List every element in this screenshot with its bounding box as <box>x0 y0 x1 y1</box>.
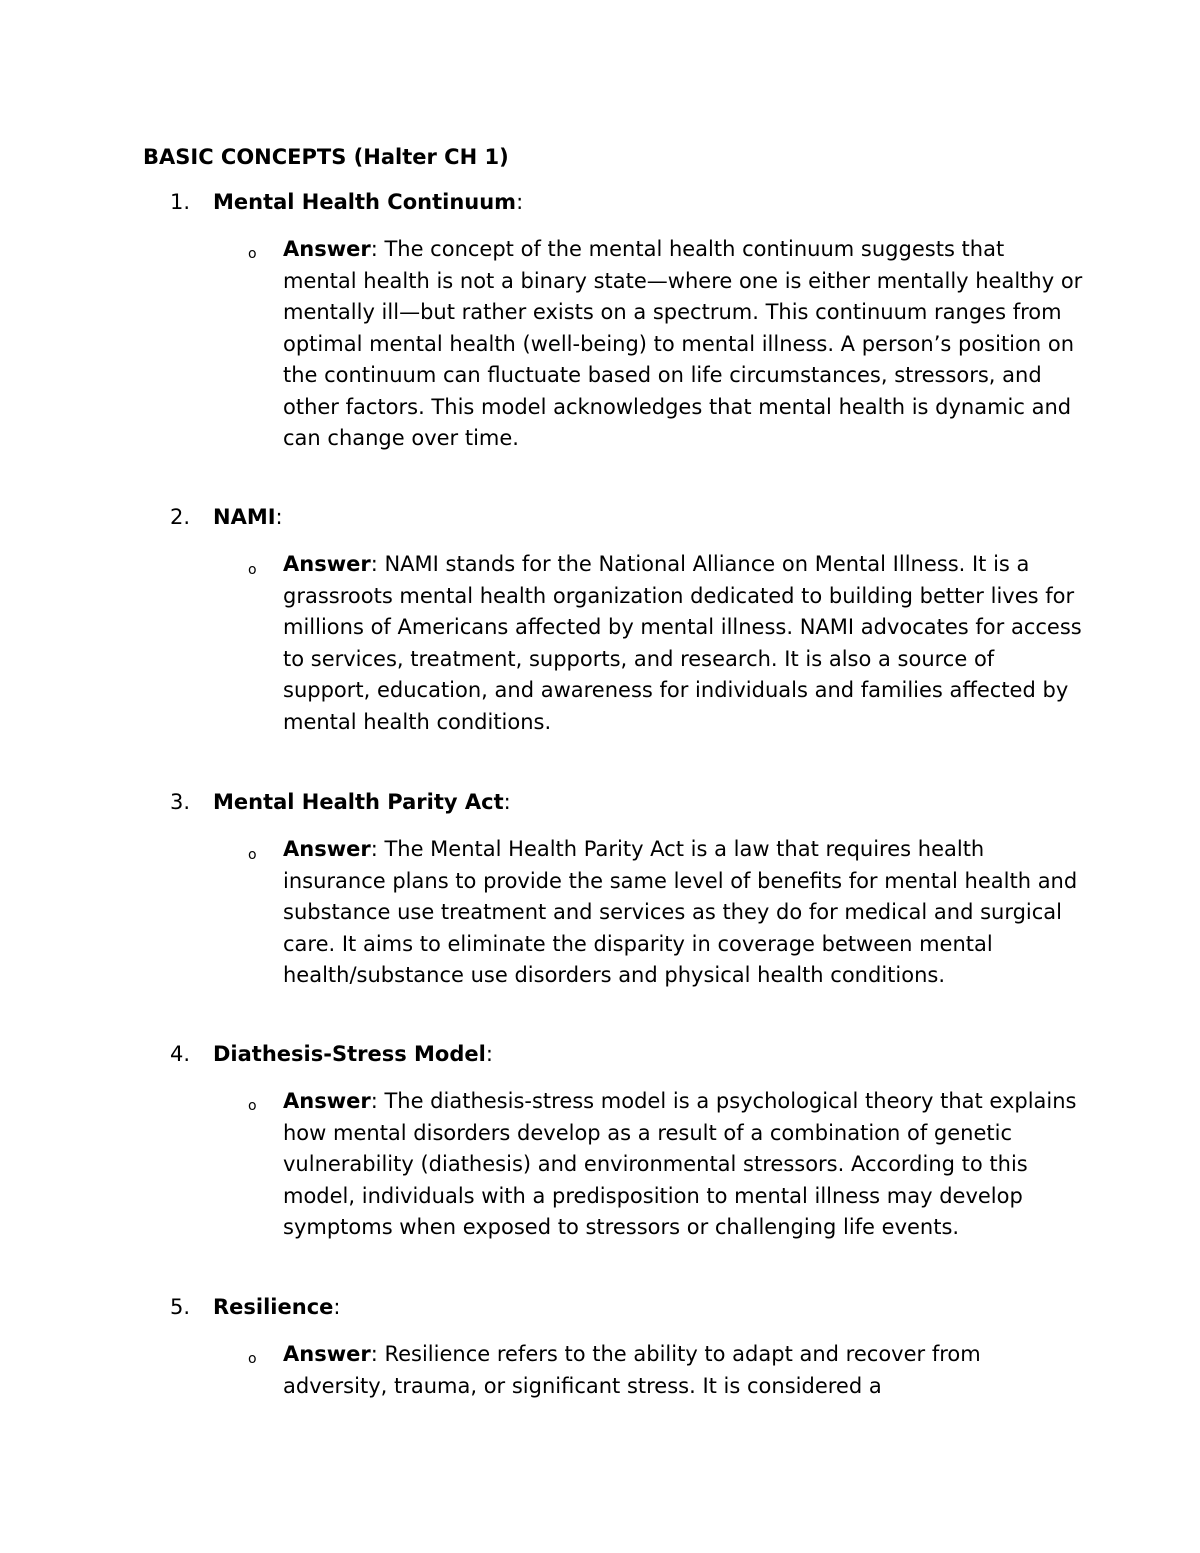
answer-text <box>283 1086 1083 1244</box>
page-title: BASIC CONCEPTS (Halter CH 1) <box>143 145 509 169</box>
answer-label: Answer <box>283 1342 371 1366</box>
list-item-heading: 2. NAMI: <box>170 502 283 532</box>
list-number: 3. <box>170 790 191 814</box>
list-number: 5. <box>170 1295 191 1319</box>
answer-label: Answer <box>283 237 371 261</box>
answer-text <box>283 549 1083 738</box>
list-number: 4. <box>170 1042 191 1066</box>
answer-body: : The concept of the mental health continuum suggests that mental health is not a binary state—where one is either mentally healthy or mentally ill—but rather exists on a spectrum. This continuum ranges from optimal mental health (well-being) to mental illness. A person’s position on the continuum can fluctuate based on life circumstances, stressors, and other factors. This model acknowledges that mental health is dynamic and can change over time. <box>283 237 1083 450</box>
item-term: Mental Health Parity Act <box>213 790 504 814</box>
list-item-heading: 4. Diathesis-Stress Model: <box>170 1039 493 1069</box>
answer-body: : The Mental Health Parity Act is a law that requires health insurance plans to provide the same level of benefits for mental health and substance use treatment and services as they do for medical and surgical care. It aims to eliminate the disparity in coverage between mental health/substance use disorders and physical health conditions. <box>283 837 1078 987</box>
answer-text <box>283 1339 1083 1402</box>
item-term: NAMI <box>213 505 276 529</box>
answer-text <box>283 234 1083 455</box>
item-term: Resilience <box>213 1295 334 1319</box>
list-number: 1. <box>170 190 191 214</box>
answer-label: Answer <box>283 1089 371 1113</box>
list-item-heading: 5. Resilience: <box>170 1292 340 1322</box>
item-term: Diathesis-Stress Model <box>213 1042 486 1066</box>
bullet-icon: o <box>248 562 257 578</box>
answer-body: : The diathesis-stress model is a psychological theory that explains how mental disorders develop as a result of a combination of genetic vulnerability (diathesis) and environmental stressors. According to this model, individuals with a predisposition to mental illness may develop symptoms when exposed to stressors or challenging life events. <box>283 1089 1077 1239</box>
answer-text <box>283 834 1083 992</box>
bullet-icon: o <box>248 1351 257 1367</box>
bullet-icon: o <box>248 847 257 863</box>
answer-label: Answer <box>283 552 371 576</box>
bullet-icon: o <box>248 246 257 262</box>
bullet-icon: o <box>248 1098 257 1114</box>
list-item-heading: 1. Mental Health Continuum: <box>170 187 523 217</box>
list-item-heading: 3. Mental Health Parity Act: <box>170 787 511 817</box>
answer-body: : NAMI stands for the National Alliance on Mental Illness. It is a grassroots mental health organization dedicated to building better lives for millions of Americans affected by mental illness. NAMI advocates for access to services, treatment, supports, and research. It is also a source of support, education, and awareness for individuals and families affected by mental health conditions. <box>283 552 1082 734</box>
answer-body: : Resilience refers to the ability to adapt and recover from adversity, trauma, or significant stress. It is considered a <box>283 1342 981 1398</box>
answer-label: Answer <box>283 837 371 861</box>
item-term: Mental Health Continuum <box>213 190 517 214</box>
list-number: 2. <box>170 505 191 529</box>
